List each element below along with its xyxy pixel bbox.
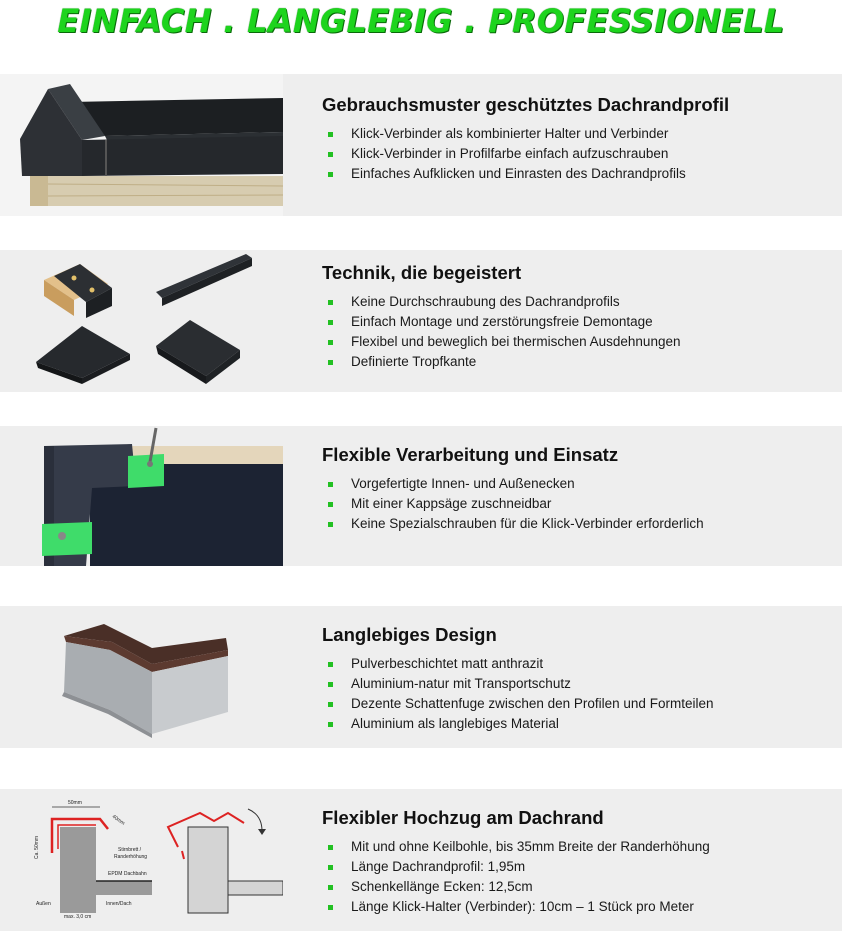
list-item: Aluminium als langlebiges Material: [322, 714, 713, 734]
section-text: [322, 94, 729, 184]
roof-edge-photo: [0, 74, 283, 216]
feature-list: [322, 292, 680, 372]
corner-piece-photo: [0, 606, 283, 748]
section-design: [0, 606, 842, 748]
list-item: Definierte Tropfkante: [322, 352, 680, 372]
section-title: Flexibler Hochzug am Dachrand: [322, 807, 604, 828]
dim-diag-label: 40mm: [110, 813, 126, 827]
feature-list: [322, 124, 729, 184]
list-item: Keine Spezialschrauben für die Klick-Verbinder erforderlich: [322, 514, 704, 534]
max-label: max. 3,0 cm: [64, 914, 92, 920]
dim-height-label: Ca. 50mm: [34, 835, 40, 859]
list-item: Mit einer Kappsäge zuschneidbar: [322, 494, 704, 514]
list-item: Pulverbeschichtet matt anthrazit: [322, 654, 713, 674]
innen-label: Innen/Dach: [106, 901, 132, 907]
section-dachrandprofil: [0, 74, 842, 216]
section-title: Flexible Verarbeitung und Einsatz: [322, 444, 619, 465]
section-title: Gebrauchsmuster geschütztes Dachrandprofil: [322, 94, 730, 115]
list-item: Länge Klick-Halter (Verbinder): 10cm – 1 Stück pro Meter: [322, 897, 710, 917]
components-photo: [0, 250, 283, 392]
list-item: Einfach Montage und zerstörungsfreie Demontage: [322, 312, 680, 332]
aussen-label: Außen: [36, 901, 51, 907]
list-item: Keine Durchschraubung des Dachrandprofils: [322, 292, 680, 312]
section-text: [322, 807, 710, 917]
section-title: Technik, die begeistert: [322, 262, 522, 283]
section-technik: [0, 250, 842, 392]
section-text: [322, 444, 704, 534]
stirnbrett-label: Stirnbrett /: [118, 847, 142, 853]
list-item: Dezente Schattenfuge zwischen den Profilen und Formteilen: [322, 694, 713, 714]
epdm-label: EPDM Dachbahn: [108, 871, 147, 877]
section-text: [322, 262, 680, 372]
feature-list: [322, 654, 713, 734]
list-item: Vorgefertigte Innen- und Außenecken: [322, 474, 704, 494]
list-item: Länge Dachrandprofil: 1,95m: [322, 857, 710, 877]
dim-width-label: 50mm: [68, 800, 82, 806]
feature-list: [322, 837, 710, 917]
headline: EINFACH . LANGLEBIG . PROFESSIONELL: [57, 2, 785, 40]
list-item: Klick-Verbinder in Profilfarbe einfach aufzuschrauben: [322, 144, 729, 164]
section-hochzug: [0, 789, 842, 931]
list-item: Einfaches Aufklicken und Einrasten des Dachrandprofils: [322, 164, 729, 184]
randerhoehung-label: Randerhöhung: [114, 854, 148, 860]
installation-photo: [0, 426, 283, 566]
list-item: Flexibel und beweglich bei thermischen Ausdehnungen: [322, 332, 680, 352]
list-item: Schenkellänge Ecken: 12,5cm: [322, 877, 710, 897]
list-item: Aluminium-natur mit Transportschutz: [322, 674, 713, 694]
section-text: [322, 624, 713, 734]
technical-drawing: [0, 789, 283, 931]
section-title: Langlebiges Design: [322, 624, 497, 645]
list-item: Mit und ohne Keilbohle, bis 35mm Breite der Randerhöhung: [322, 837, 710, 857]
feature-list: [322, 474, 704, 534]
list-item: Klick-Verbinder als kombinierter Halter und Verbinder: [322, 124, 729, 144]
section-verarbeitung: [0, 426, 842, 566]
